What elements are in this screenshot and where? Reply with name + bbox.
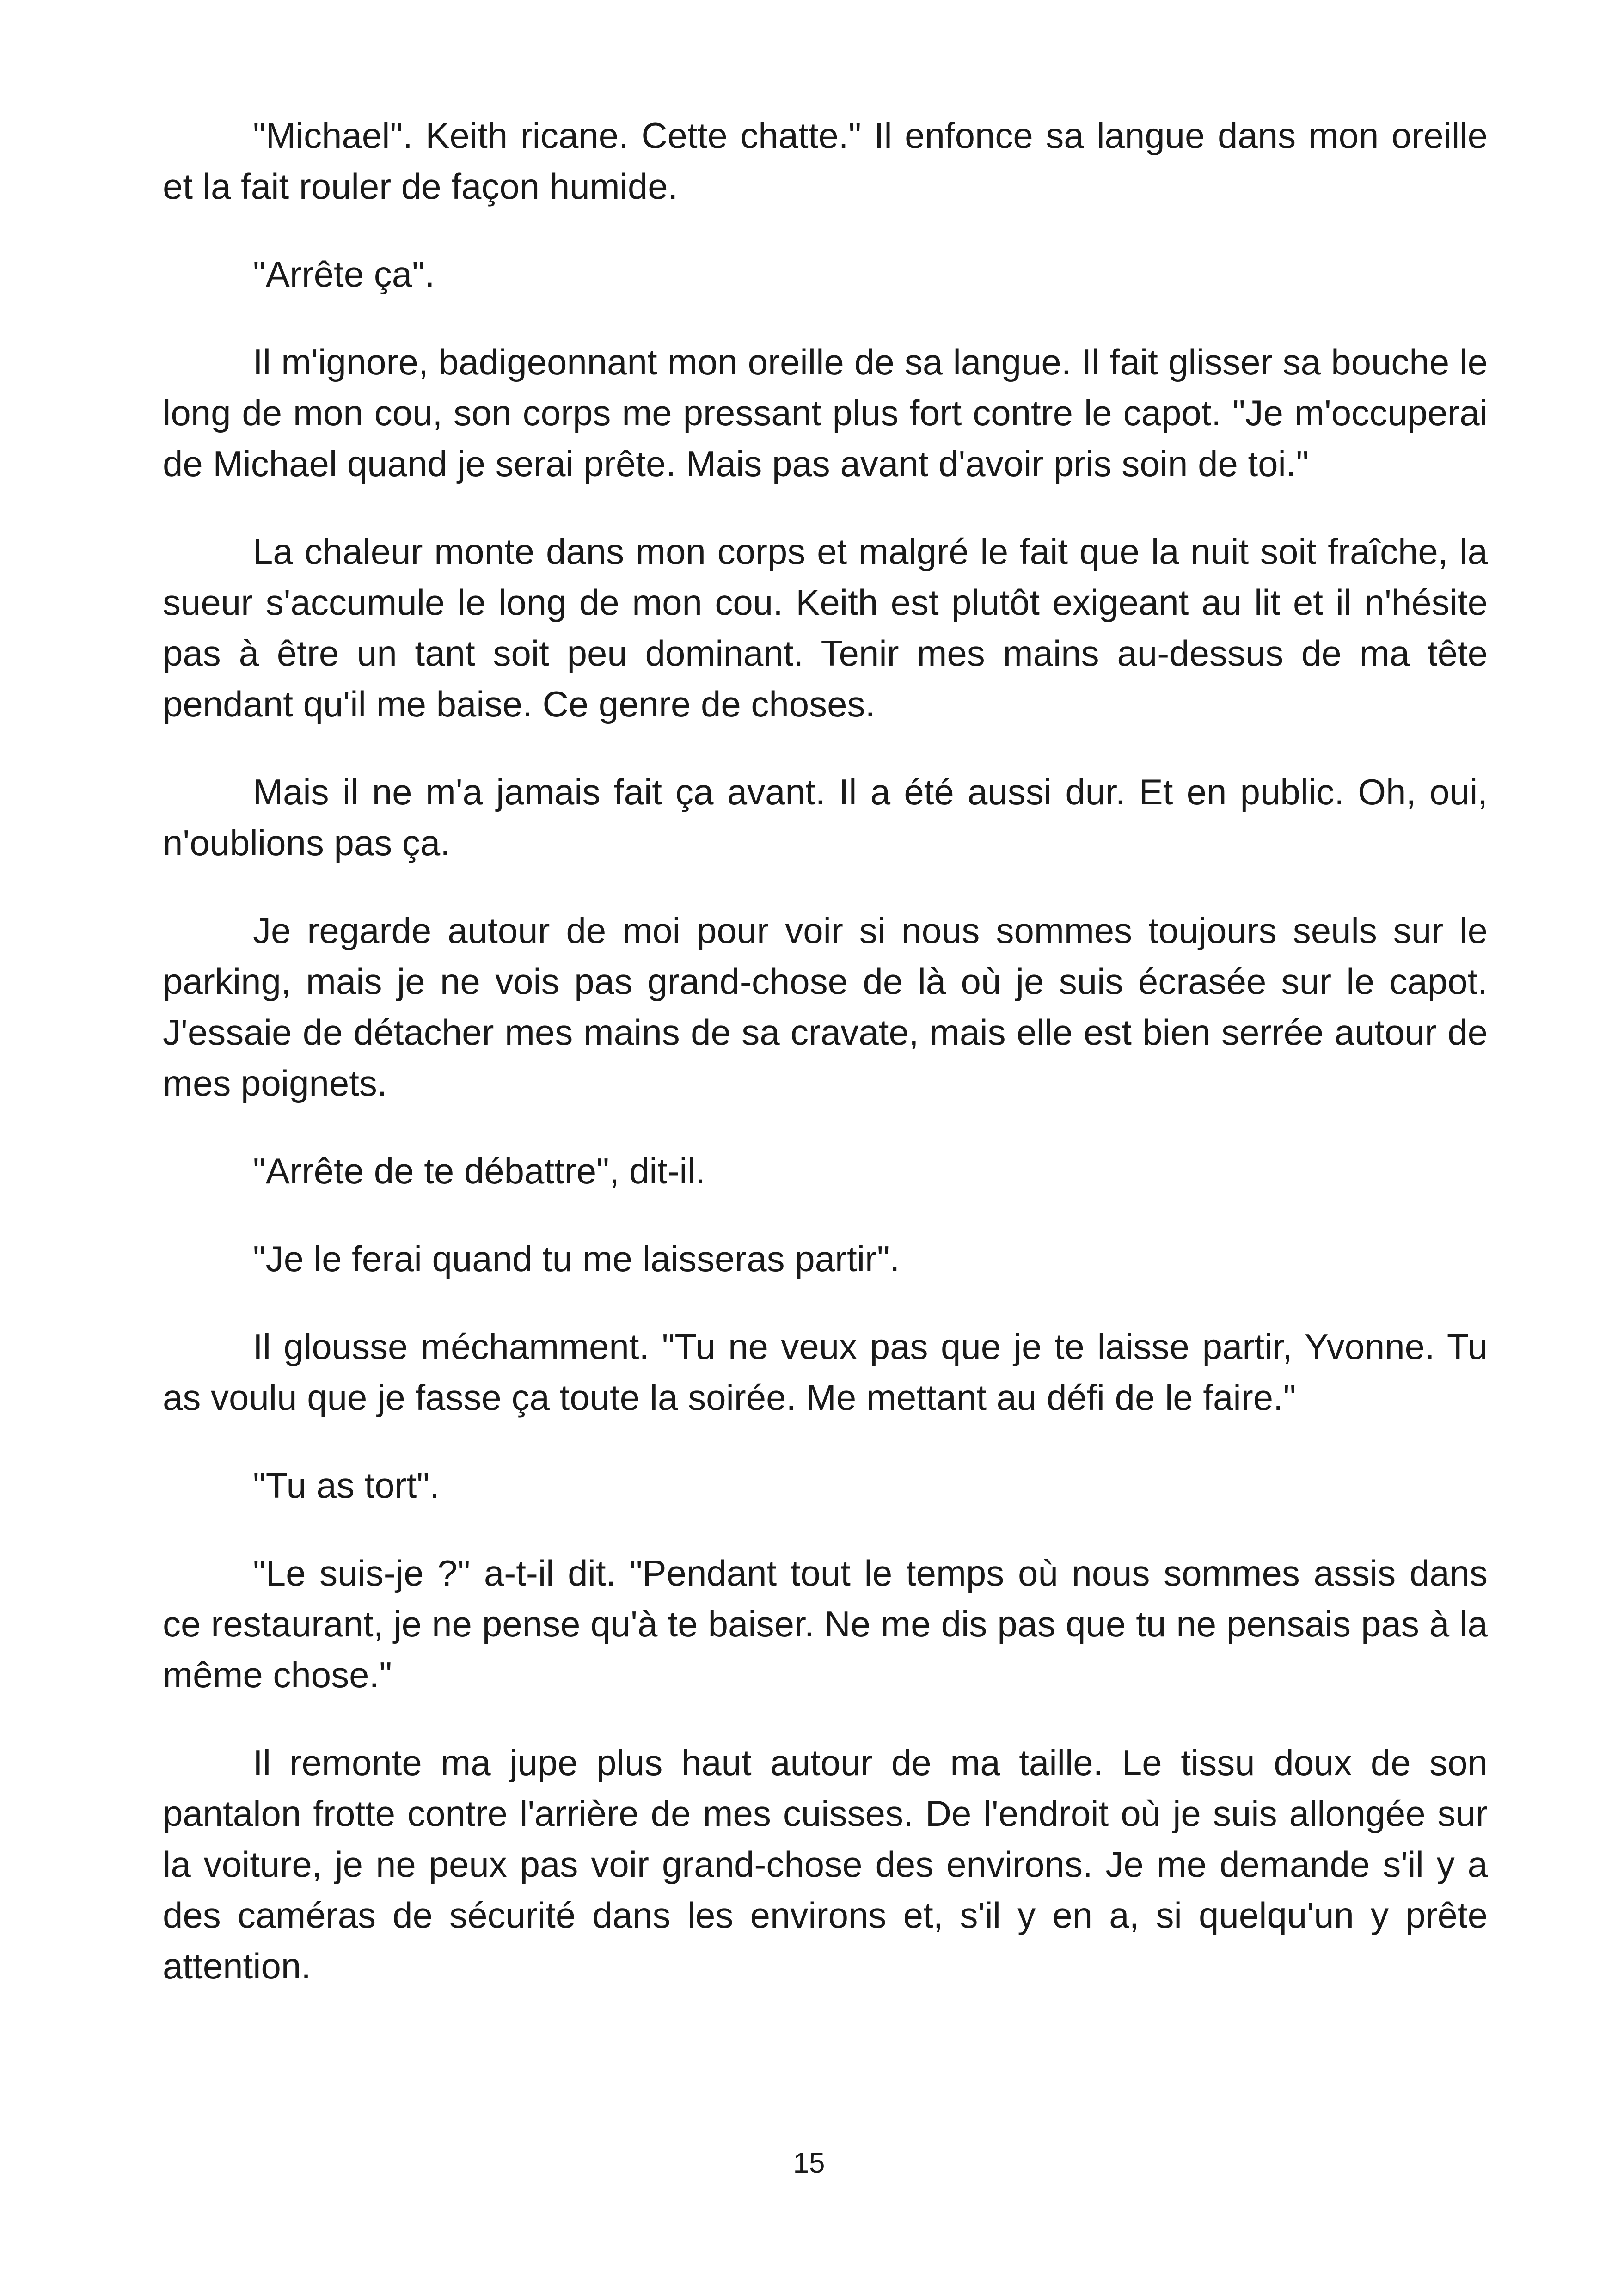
paragraph: "Arrête de te débattre", dit-il.	[253, 1151, 705, 1191]
paragraph: "Le suis-je ?" a-t-il dit. "Pendant tout le temps où nous sommes assis dans ce restaurant, je ne pense qu'à te baiser. Ne me dis pas que tu ne pensais pas à la même chose."	[163, 1553, 1488, 1695]
paragraph: La chaleur monte dans mon corps et malgré le fait que la nuit soit fraîche, la sueur s'accumule le long de mon cou. Keith est plutôt exigeant au lit et il n'hésite pas à être un tant soit peu dominant. Tenir mes mains au-dessus de ma tête pendant qu'il me baise. Ce genre de choses.	[163, 531, 1488, 724]
paragraph: Je regarde autour de moi pour voir si nous sommes toujours seuls sur le parking, mais je ne vois pas grand-chose de là où je suis écrasée sur le capot. J'essaie de détacher mes mains de sa cravate, mais elle est bien serrée autour de mes poignets.	[163, 910, 1488, 1103]
body-text	[163, 110, 1488, 2028]
paragraph: "Je le ferai quand tu me laisseras partir".	[253, 1238, 900, 1279]
paragraph: "Michael". Keith ricane. Cette chatte." Il enfonce sa langue dans mon oreille et la fait rouler de façon humide.	[163, 115, 1488, 207]
page-number: 15	[793, 2147, 825, 2179]
paragraph: "Arrête ça".	[253, 254, 435, 294]
paragraph: Il remonte ma jupe plus haut autour de ma taille. Le tissu doux de son pantalon frotte contre l'arrière de mes cuisses. De l'endroit où je suis allongée sur la voiture, je ne peux pas voir grand-chose des environs. Je me demande s'il y a des caméras de sécurité dans les environs et, s'il y en a, si quelqu'un y prête attention.	[163, 1742, 1488, 1986]
paragraph: Mais il ne m'a jamais fait ça avant. Il a été aussi dur. Et en public. Oh, oui, n'oublions pas ça.	[163, 771, 1488, 863]
paragraph: Il m'ignore, badigeonnant mon oreille de sa langue. Il fait glisser sa bouche le long de mon cou, son corps me pressant plus fort contre le capot. "Je m'occuperai de Michael quand je serai prête. Mais pas avant d'avoir pris soin de toi."	[163, 342, 1488, 484]
paragraph: "Tu as tort".	[253, 1465, 440, 1506]
paragraph: Il glousse méchamment. "Tu ne veux pas que je te laisse partir, Yvonne. Tu as voulu que je fasse ça toute la soirée. Me mettant au défi de le faire."	[163, 1326, 1488, 1418]
